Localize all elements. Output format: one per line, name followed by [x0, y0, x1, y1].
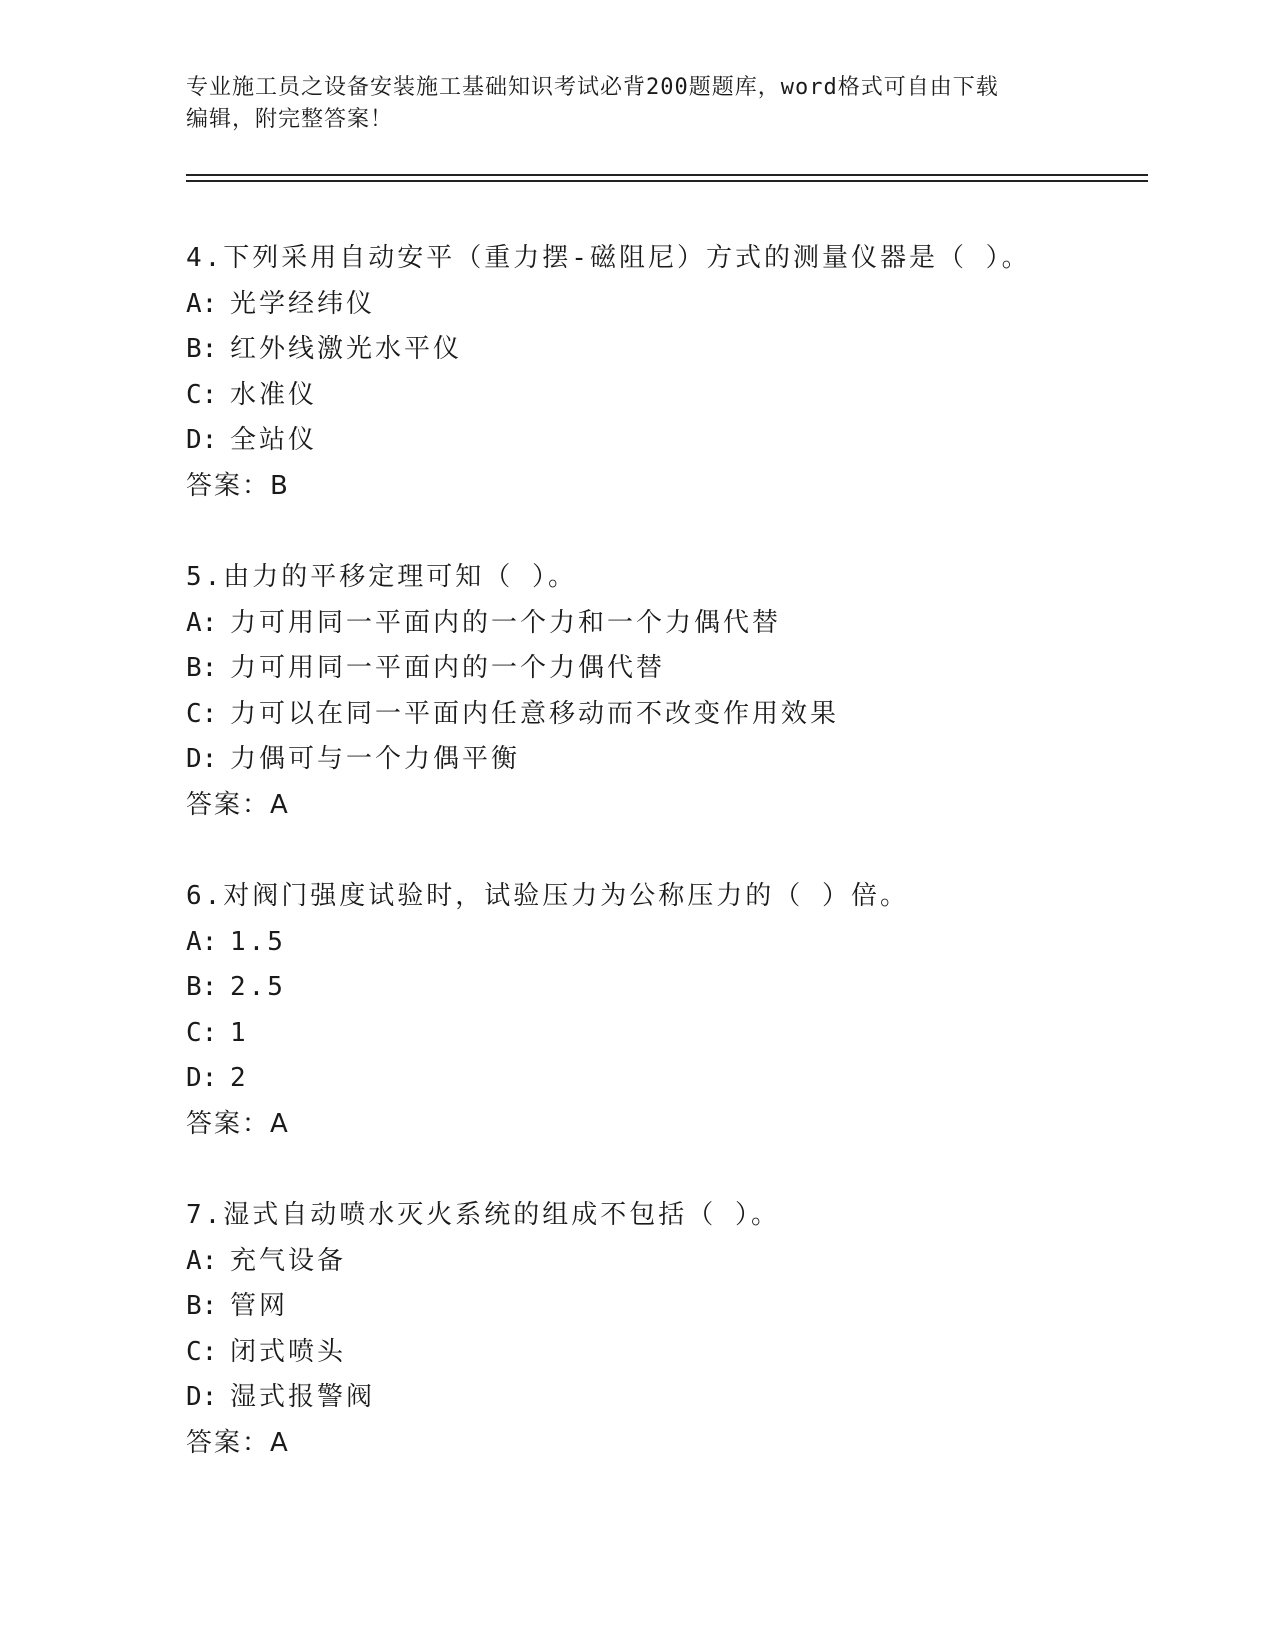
option-letter: C: [186, 698, 218, 729]
option-d [186, 418, 1186, 464]
option-text: 水准仪 [230, 379, 318, 410]
question-text: 6.对阀门强度试验时，试验压力为公称压力的（ ）倍。 [186, 881, 909, 911]
option-a [186, 282, 1186, 328]
answer: 答案：B [186, 470, 290, 501]
answer: 答案：A [186, 1427, 290, 1458]
document-header [186, 72, 1086, 136]
option-letter: D: [186, 425, 218, 455]
option-text: 2 [230, 1063, 249, 1093]
option-text: 力可用同一平面内的一个力偶代替 [230, 653, 666, 683]
option-text: 2.5 [230, 972, 286, 1002]
option-a [186, 1239, 1186, 1285]
option-letter: C: [186, 379, 218, 410]
option-letter: D: [186, 1382, 218, 1412]
option-text: 光学经纬仪 [230, 288, 376, 319]
option-c [186, 1011, 1186, 1057]
option-text: 1 [230, 1017, 249, 1048]
option-text: 力偶可与一个力偶平衡 [230, 744, 521, 774]
option-d [186, 1056, 1186, 1102]
option-c [186, 1330, 1186, 1376]
option-letter: D: [186, 744, 218, 774]
question-5 [186, 555, 1186, 828]
option-letter: A: [186, 288, 218, 319]
option-d [186, 1375, 1186, 1421]
option-text: 湿式报警阀 [230, 1382, 376, 1412]
option-letter: B: [186, 1291, 218, 1321]
option-a [186, 920, 1186, 966]
header-line-2: 编辑，附完整答案！ [186, 107, 394, 132]
option-b [186, 965, 1186, 1011]
option-text: 红外线激光水平仪 [230, 334, 463, 364]
option-text: 力可以在同一平面内任意移动而不改变作用效果 [230, 698, 840, 729]
question-list [186, 236, 1186, 1512]
option-letter: B: [186, 334, 218, 364]
option-c [186, 692, 1186, 738]
question-7 [186, 1193, 1186, 1466]
option-letter: B: [186, 972, 218, 1002]
header-divider-top [186, 174, 1148, 176]
question-6 [186, 874, 1186, 1147]
option-letter: A: [186, 1245, 218, 1276]
option-c [186, 373, 1186, 419]
option-letter: A: [186, 926, 218, 957]
option-text: 1.5 [230, 926, 286, 957]
answer: 答案：A [186, 789, 290, 820]
option-letter: A: [186, 607, 218, 638]
option-text: 管网 [230, 1291, 289, 1321]
option-text: 闭式喷头 [230, 1336, 347, 1367]
option-b [186, 1284, 1186, 1330]
question-text: 4.下列采用自动安平（重力摆-磁阻尼）方式的测量仪器是（ ）。 [186, 243, 1031, 273]
option-letter: D: [186, 1063, 218, 1093]
option-text: 全站仪 [230, 425, 318, 455]
question-text: 5.由力的平移定理可知（ ）。 [186, 562, 577, 592]
header-divider-bottom [186, 180, 1148, 182]
option-text: 力可用同一平面内的一个力和一个力偶代替 [230, 607, 782, 638]
option-a [186, 601, 1186, 647]
question-text: 7.湿式自动喷水灭火系统的组成不包括（ ）。 [186, 1200, 780, 1230]
option-b [186, 646, 1186, 692]
option-letter: C: [186, 1336, 218, 1367]
option-d [186, 737, 1186, 783]
question-4 [186, 236, 1186, 509]
option-text: 充气设备 [230, 1245, 347, 1276]
header-line-1: 专业施工员之设备安装施工基础知识考试必背200题题库，word格式可自由下载 [186, 75, 999, 100]
option-letter: C: [186, 1017, 218, 1048]
option-b [186, 327, 1186, 373]
option-letter: B: [186, 653, 218, 683]
answer: 答案：A [186, 1108, 290, 1139]
